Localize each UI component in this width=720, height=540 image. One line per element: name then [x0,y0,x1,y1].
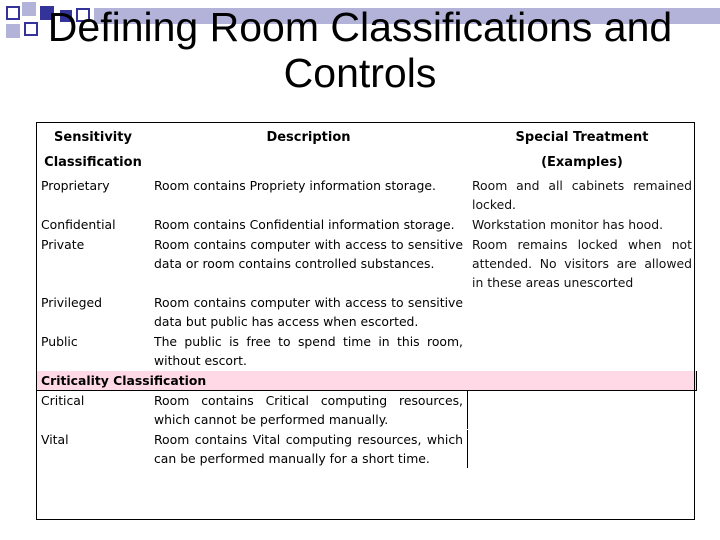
table-row [37,235,697,293]
description-cell: Room contains Confidential information storage. [150,215,468,235]
description-cell: Room contains Propriety information storage. [150,176,468,215]
deco-square-2 [22,2,36,16]
table-row [37,215,697,235]
header-special-treatment: Special Treatment [515,130,649,145]
table-row [37,391,697,430]
level-cell: Privileged [37,293,150,332]
description-cell: Room contains computer with access to sensitive data but public has access when escorted. [150,293,468,332]
description-cell: Room contains Vital computing resources, which can be performed manually for a short time. [150,430,468,469]
header-description: Description [150,123,468,176]
header-sensitivity-cell [37,123,150,176]
header-sensitivity: Sensitivity [54,130,132,145]
page-title: Defining Room Classifications and Controls [47,4,673,96]
deco-square-1 [6,6,20,20]
level-cell: Confidential [37,215,150,235]
criticality-header: Criticality Classification [37,371,697,391]
special-cell [468,391,697,430]
level-cell: Private [37,235,150,293]
table-row [37,332,697,371]
special-cell: Room remains locked when not attended. No visitors are allowed in these areas unescorted [468,235,697,293]
level-cell: Critical [37,391,150,430]
description-cell: The public is free to spend time in this room, without escort. [150,332,468,371]
description-cell: Room contains Critical computing resources, which cannot be performed manually. [150,391,468,430]
level-cell: Public [37,332,150,371]
table-header [37,123,697,176]
special-cell: Room and all cabinets remained locked. [468,176,697,215]
table-row [37,430,697,469]
special-cell [468,430,697,469]
header-classification: Classification [44,155,142,170]
criticality-header-row [37,371,697,391]
deco-square-5 [24,22,38,36]
special-cell [468,293,697,332]
special-cell [468,332,697,371]
deco-square-4 [6,24,20,38]
description-cell: Room contains computer with access to sensitive data or room contains controlled substances. [150,235,468,293]
header-special-cell [468,123,697,176]
special-cell: Workstation monitor has hood. [468,215,697,235]
table-row [37,293,697,332]
table-row [37,176,697,215]
classification-table [36,122,697,469]
header-examples: (Examples) [541,155,623,170]
level-cell: Vital [37,430,150,469]
level-cell: Proprietary [37,176,150,215]
